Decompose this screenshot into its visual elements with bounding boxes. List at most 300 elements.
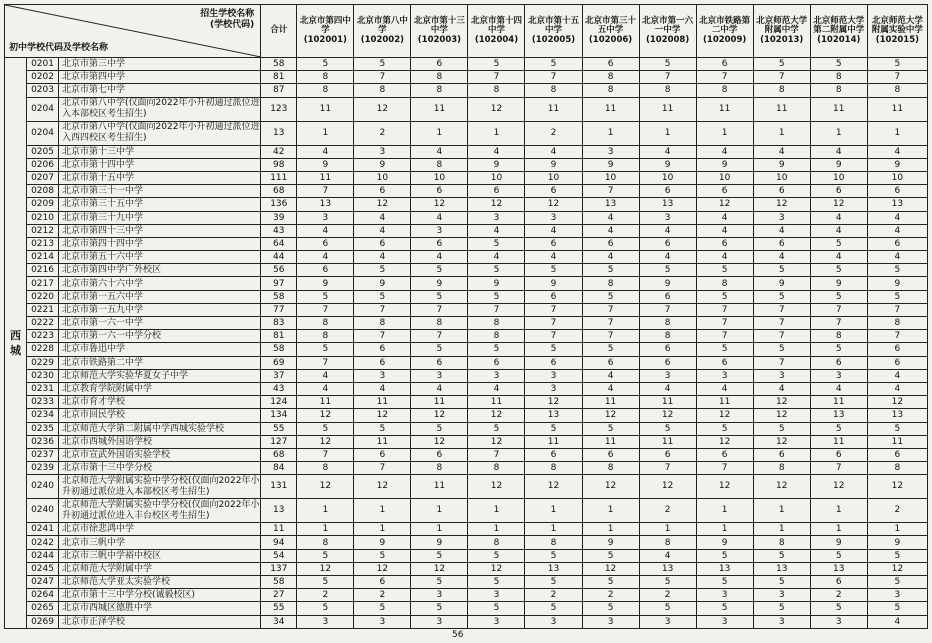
quota-cell: 7 <box>297 185 354 198</box>
quota-cell: 12 <box>354 409 411 422</box>
table-row <box>5 448 928 461</box>
quota-cell: 4 <box>696 224 753 237</box>
quota-cell: 12 <box>468 562 525 575</box>
quota-cell: 5 <box>582 422 639 435</box>
quota-cell: 7 <box>297 303 354 316</box>
row-school-name: 北京市西城区德胜中学 <box>59 602 261 615</box>
row-school-code: 0221 <box>27 303 59 316</box>
quota-cell: 11 <box>354 396 411 409</box>
quota-cell: 9 <box>582 536 639 549</box>
quota-cell: 1 <box>867 523 927 536</box>
table-row <box>5 317 928 330</box>
row-school-name: 北京市正泽学校 <box>59 615 261 628</box>
quota-cell: 13 <box>525 562 582 575</box>
table-row <box>5 549 928 562</box>
table-row <box>5 277 928 290</box>
table-row <box>5 343 928 356</box>
quota-cell: 7 <box>867 303 927 316</box>
table-row <box>5 237 928 250</box>
quota-cell: 11 <box>582 396 639 409</box>
quota-cell: 8 <box>468 84 525 97</box>
table-row <box>5 171 928 184</box>
quota-cell: 6 <box>525 185 582 198</box>
quota-cell: 4 <box>639 549 696 562</box>
quota-cell: 5 <box>297 343 354 356</box>
quota-cell: 12 <box>411 435 468 448</box>
quota-cell: 12 <box>639 409 696 422</box>
school-header-code: (102001) <box>303 34 347 45</box>
quota-cell: 8 <box>525 536 582 549</box>
quota-cell: 8 <box>639 536 696 549</box>
row-school-name: 北京教育学院附属中学 <box>59 382 261 395</box>
quota-cell: 3 <box>639 211 696 224</box>
quota-cell: 4 <box>867 615 927 628</box>
quota-cell: 8 <box>810 84 867 97</box>
quota-cell: 6 <box>525 290 582 303</box>
row-school-name: 北京市回民学校 <box>59 409 261 422</box>
row-school-code: 0216 <box>27 264 59 277</box>
school-header-code: (102002) <box>360 34 404 45</box>
quota-cell: 4 <box>867 211 927 224</box>
quota-cell: 11 <box>525 435 582 448</box>
quota-cell: 12 <box>297 562 354 575</box>
row-school-code: 0240 <box>27 475 59 499</box>
quota-cell: 7 <box>696 317 753 330</box>
row-school-name: 北京市三帆中学 <box>59 536 261 549</box>
quota-cell: 3 <box>411 615 468 628</box>
quota-cell: 3 <box>411 224 468 237</box>
quota-cell: 6 <box>639 343 696 356</box>
quota-cell: 8 <box>639 317 696 330</box>
row-school-name: 北京市第十三中学 <box>59 145 261 158</box>
row-total-cell: 68 <box>261 185 297 198</box>
row-school-code: 0239 <box>27 462 59 475</box>
quota-cell: 5 <box>582 602 639 615</box>
quota-cell: 1 <box>468 499 525 523</box>
school-header-code: (102009) <box>703 34 747 45</box>
row-total-cell: 136 <box>261 198 297 211</box>
row-school-name: 北京师范大学附属实验中学分校(仅面向2022年小升初通过派位进入本部校区考生招生) <box>59 475 261 499</box>
quota-cell: 9 <box>354 536 411 549</box>
quota-cell: 5 <box>525 576 582 589</box>
quota-cell: 5 <box>867 264 927 277</box>
quota-cell: 1 <box>582 523 639 536</box>
quota-cell: 1 <box>753 121 810 145</box>
quota-cell: 6 <box>753 185 810 198</box>
school-header-code: (102014) <box>817 34 861 45</box>
quota-cell: 8 <box>297 84 354 97</box>
quota-cell: 12 <box>525 396 582 409</box>
quota-cell: 5 <box>468 58 525 71</box>
row-school-name: 北京市第三十一中学 <box>59 185 261 198</box>
quota-cell: 1 <box>354 499 411 523</box>
quota-cell: 8 <box>411 71 468 84</box>
quota-cell: 1 <box>696 523 753 536</box>
quota-cell: 9 <box>639 158 696 171</box>
quota-cell: 12 <box>753 435 810 448</box>
table-row <box>5 251 928 264</box>
row-total-cell: 127 <box>261 435 297 448</box>
school-header-code: (102003) <box>417 34 462 45</box>
quota-cell: 1 <box>468 523 525 536</box>
school-header <box>867 5 927 58</box>
quota-cell: 9 <box>696 158 753 171</box>
quota-cell: 6 <box>582 58 639 71</box>
quota-cell: 7 <box>639 462 696 475</box>
quota-cell: 4 <box>753 224 810 237</box>
quota-cell: 5 <box>411 602 468 615</box>
quota-cell: 6 <box>867 343 927 356</box>
quota-cell: 9 <box>582 158 639 171</box>
quota-cell: 12 <box>582 475 639 499</box>
row-school-code: 0210 <box>27 211 59 224</box>
school-header-name: 北京市第十四中学 <box>470 15 522 36</box>
table-row <box>5 158 928 171</box>
school-header-code: (102004) <box>474 34 519 45</box>
row-school-code: 0220 <box>27 290 59 303</box>
quota-cell: 5 <box>639 576 696 589</box>
quota-cell: 7 <box>468 303 525 316</box>
quota-cell: 5 <box>468 576 525 589</box>
quota-cell: 7 <box>753 71 810 84</box>
row-total-cell: 13 <box>261 499 297 523</box>
header-corner <box>5 5 261 58</box>
quota-cell: 12 <box>525 198 582 211</box>
school-header-name: 北京市第四中学 <box>299 15 351 36</box>
quota-cell: 8 <box>582 84 639 97</box>
quota-cell: 1 <box>411 499 468 523</box>
row-school-code: 0234 <box>27 409 59 422</box>
quota-cell: 12 <box>753 396 810 409</box>
row-school-name: 北京市第一五六中学 <box>59 290 261 303</box>
row-school-code: 0264 <box>27 589 59 602</box>
quota-cell: 6 <box>639 356 696 369</box>
quota-table-sheet <box>4 4 928 629</box>
quota-cell: 12 <box>411 198 468 211</box>
quota-cell: 10 <box>525 171 582 184</box>
quota-cell: 3 <box>525 369 582 382</box>
row-total-cell: 69 <box>261 356 297 369</box>
row-school-name: 北京市第十三中学分校(诚毅校区) <box>59 589 261 602</box>
quota-cell: 5 <box>810 58 867 71</box>
quota-cell: 5 <box>810 602 867 615</box>
school-header-name: 北京市第一六一中学 <box>642 15 694 36</box>
quota-cell: 6 <box>696 185 753 198</box>
quota-cell: 5 <box>354 58 411 71</box>
table-row <box>5 97 928 121</box>
quota-cell: 5 <box>810 422 867 435</box>
row-school-name: 北京市第八中学(仅面向2022年小升初通过派位进入西四校区考生招生) <box>59 121 261 145</box>
quota-cell: 5 <box>354 549 411 562</box>
quota-cell: 5 <box>696 422 753 435</box>
row-total-cell: 34 <box>261 615 297 628</box>
row-school-code: 0209 <box>27 198 59 211</box>
quota-cell: 6 <box>354 185 411 198</box>
quota-cell: 12 <box>468 409 525 422</box>
quota-cell: 3 <box>468 589 525 602</box>
quota-cell: 11 <box>696 97 753 121</box>
quota-cell: 7 <box>411 330 468 343</box>
quota-cell: 4 <box>411 211 468 224</box>
row-school-name: 北京师范大学第二附属中学西城实验学校 <box>59 422 261 435</box>
row-total-cell: 58 <box>261 576 297 589</box>
quota-cell: 5 <box>867 602 927 615</box>
quota-cell: 5 <box>753 58 810 71</box>
quota-cell: 3 <box>354 615 411 628</box>
quota-cell: 5 <box>468 264 525 277</box>
quota-cell: 12 <box>411 409 468 422</box>
table-row <box>5 84 928 97</box>
row-total-cell: 42 <box>261 145 297 158</box>
quota-cell: 5 <box>696 343 753 356</box>
quota-cell: 4 <box>354 211 411 224</box>
row-school-code: 0240 <box>27 499 59 523</box>
quota-cell: 6 <box>411 356 468 369</box>
row-total-cell: 43 <box>261 382 297 395</box>
quota-cell: 12 <box>468 198 525 211</box>
table-row <box>5 435 928 448</box>
school-header-name: 北京市第十五中学 <box>528 15 580 36</box>
quota-cell: 3 <box>525 211 582 224</box>
row-school-name: 北京市第三中学 <box>59 58 261 71</box>
quota-cell: 7 <box>753 317 810 330</box>
quota-cell: 4 <box>639 145 696 158</box>
row-school-name: 北京市第一六一中学分校 <box>59 330 261 343</box>
quota-cell: 5 <box>810 264 867 277</box>
table-row <box>5 198 928 211</box>
quota-cell: 5 <box>753 290 810 303</box>
quota-cell: 7 <box>696 462 753 475</box>
quota-cell: 8 <box>468 330 525 343</box>
quota-cell: 6 <box>354 576 411 589</box>
quota-cell: 5 <box>411 343 468 356</box>
quota-cell: 5 <box>582 343 639 356</box>
quota-cell: 2 <box>810 589 867 602</box>
quota-cell: 7 <box>753 356 810 369</box>
quota-cell: 2 <box>297 589 354 602</box>
quota-cell: 6 <box>354 237 411 250</box>
quota-cell: 5 <box>696 264 753 277</box>
row-school-name: 北京师范大学附属实验中学分校(仅面向2022年小升初通过派位进入丰台校区考生招生) <box>59 499 261 523</box>
quota-cell: 10 <box>582 171 639 184</box>
quota-cell: 6 <box>867 356 927 369</box>
quota-cell: 8 <box>411 158 468 171</box>
quota-cell: 13 <box>525 409 582 422</box>
row-school-code: 0208 <box>27 185 59 198</box>
quota-cell: 6 <box>582 448 639 461</box>
row-total-cell: 124 <box>261 396 297 409</box>
row-total-cell: 98 <box>261 158 297 171</box>
quota-cell: 12 <box>468 475 525 499</box>
quota-cell: 5 <box>525 264 582 277</box>
quota-cell: 10 <box>810 171 867 184</box>
quota-cell: 6 <box>411 58 468 71</box>
quota-cell: 6 <box>639 185 696 198</box>
quota-cell: 5 <box>525 343 582 356</box>
quota-cell: 8 <box>696 277 753 290</box>
quota-cell: 1 <box>582 121 639 145</box>
table-row <box>5 185 928 198</box>
quota-cell: 4 <box>525 251 582 264</box>
table-row <box>5 224 928 237</box>
quota-cell: 1 <box>297 523 354 536</box>
quota-cell: 12 <box>867 396 927 409</box>
row-total-cell: 43 <box>261 224 297 237</box>
quota-cell: 4 <box>297 251 354 264</box>
quota-cell: 7 <box>354 330 411 343</box>
row-school-code: 0212 <box>27 224 59 237</box>
quota-cell: 10 <box>354 171 411 184</box>
quota-cell: 1 <box>297 499 354 523</box>
table-row <box>5 330 928 343</box>
row-total-cell: 55 <box>261 422 297 435</box>
row-total-cell: 81 <box>261 330 297 343</box>
row-school-code: 0245 <box>27 562 59 575</box>
quota-cell: 13 <box>639 562 696 575</box>
quota-cell: 12 <box>354 562 411 575</box>
quota-cell: 3 <box>582 145 639 158</box>
quota-cell: 5 <box>753 549 810 562</box>
quota-cell: 12 <box>468 97 525 121</box>
quota-cell: 5 <box>639 602 696 615</box>
row-school-name: 北京市鲁迅中学 <box>59 343 261 356</box>
quota-cell: 4 <box>582 251 639 264</box>
row-total-cell: 68 <box>261 448 297 461</box>
quota-cell: 10 <box>753 171 810 184</box>
quota-cell: 5 <box>810 237 867 250</box>
quota-cell: 8 <box>753 462 810 475</box>
quota-cell: 1 <box>411 121 468 145</box>
quota-cell: 4 <box>411 251 468 264</box>
quota-cell: 3 <box>525 382 582 395</box>
quota-cell: 8 <box>468 462 525 475</box>
quota-cell: 1 <box>354 523 411 536</box>
row-total-cell: 37 <box>261 369 297 382</box>
school-header <box>297 5 354 58</box>
quota-cell: 4 <box>297 382 354 395</box>
quota-cell: 9 <box>867 158 927 171</box>
quota-cell: 6 <box>810 576 867 589</box>
quota-cell: 7 <box>810 462 867 475</box>
row-school-code: 0214 <box>27 251 59 264</box>
row-school-code: 0244 <box>27 549 59 562</box>
quota-cell: 7 <box>525 303 582 316</box>
quota-cell: 7 <box>582 317 639 330</box>
quota-cell: 5 <box>354 602 411 615</box>
quota-cell: 5 <box>468 549 525 562</box>
row-total-cell: 77 <box>261 303 297 316</box>
row-school-name: 北京市第一五九中学 <box>59 303 261 316</box>
quota-cell: 9 <box>810 536 867 549</box>
quota-cell: 2 <box>639 499 696 523</box>
table-row <box>5 145 928 158</box>
quota-cell: 7 <box>354 71 411 84</box>
quota-cell: 6 <box>525 237 582 250</box>
quota-cell: 3 <box>696 369 753 382</box>
quota-cell: 12 <box>753 198 810 211</box>
quota-cell: 3 <box>297 211 354 224</box>
quota-cell: 5 <box>411 422 468 435</box>
quota-cell: 6 <box>696 356 753 369</box>
quota-cell: 2 <box>354 589 411 602</box>
quota-cell: 4 <box>753 251 810 264</box>
row-total-cell: 123 <box>261 97 297 121</box>
row-school-name: 北京市第八中学(仅面向2022年小升初通过派位进入本部校区考生招生) <box>59 97 261 121</box>
school-header <box>753 5 810 58</box>
quota-cell: 12 <box>582 562 639 575</box>
row-school-code: 0233 <box>27 396 59 409</box>
table-row <box>5 121 928 145</box>
quota-cell: 5 <box>411 576 468 589</box>
quota-cell: 7 <box>525 317 582 330</box>
table-row <box>5 576 928 589</box>
row-school-code: 0265 <box>27 602 59 615</box>
quota-cell: 4 <box>468 224 525 237</box>
quota-cell: 7 <box>753 330 810 343</box>
quota-cell: 7 <box>582 330 639 343</box>
quota-cell: 4 <box>639 382 696 395</box>
quota-cell: 9 <box>468 277 525 290</box>
quota-cell: 6 <box>696 58 753 71</box>
quota-cell: 7 <box>297 356 354 369</box>
quota-cell: 5 <box>297 58 354 71</box>
quota-cell: 6 <box>411 237 468 250</box>
quota-cell: 4 <box>867 382 927 395</box>
school-header <box>582 5 639 58</box>
quota-cell: 2 <box>639 589 696 602</box>
quota-cell: 7 <box>582 303 639 316</box>
quota-cell: 11 <box>297 396 354 409</box>
quota-cell: 11 <box>582 435 639 448</box>
school-header-name: 北京师范大学附属实验中学 <box>871 15 923 36</box>
table-row <box>5 264 928 277</box>
quota-cell: 5 <box>297 549 354 562</box>
quota-cell: 8 <box>867 84 927 97</box>
quota-cell: 6 <box>468 185 525 198</box>
quota-cell: 5 <box>582 290 639 303</box>
quota-cell: 5 <box>696 290 753 303</box>
quota-cell: 6 <box>297 264 354 277</box>
quota-cell: 13 <box>297 198 354 211</box>
row-total-cell: 64 <box>261 237 297 250</box>
quota-cell: 6 <box>867 448 927 461</box>
quota-cell: 12 <box>354 475 411 499</box>
quota-cell: 6 <box>354 343 411 356</box>
quota-cell: 11 <box>810 396 867 409</box>
quota-cell: 8 <box>867 317 927 330</box>
table-row <box>5 290 928 303</box>
quota-cell: 9 <box>810 277 867 290</box>
quota-cell: 4 <box>525 224 582 237</box>
quota-cell: 12 <box>867 562 927 575</box>
quota-cell: 6 <box>582 356 639 369</box>
quota-cell: 3 <box>639 615 696 628</box>
quota-cell: 7 <box>696 303 753 316</box>
row-school-code: 0202 <box>27 71 59 84</box>
row-school-name: 北京市第十三中学分校 <box>59 462 261 475</box>
quota-cell: 4 <box>867 224 927 237</box>
quota-cell: 5 <box>639 422 696 435</box>
quota-cell: 9 <box>411 277 468 290</box>
quota-cell: 3 <box>810 369 867 382</box>
corner-bottom-label: 初中学校代码及学校名称 <box>9 42 109 53</box>
row-total-cell: 13 <box>261 121 297 145</box>
quota-cell: 1 <box>639 523 696 536</box>
quota-cell: 11 <box>810 435 867 448</box>
quota-cell: 2 <box>867 499 927 523</box>
quota-cell: 1 <box>696 499 753 523</box>
quota-cell: 8 <box>354 84 411 97</box>
